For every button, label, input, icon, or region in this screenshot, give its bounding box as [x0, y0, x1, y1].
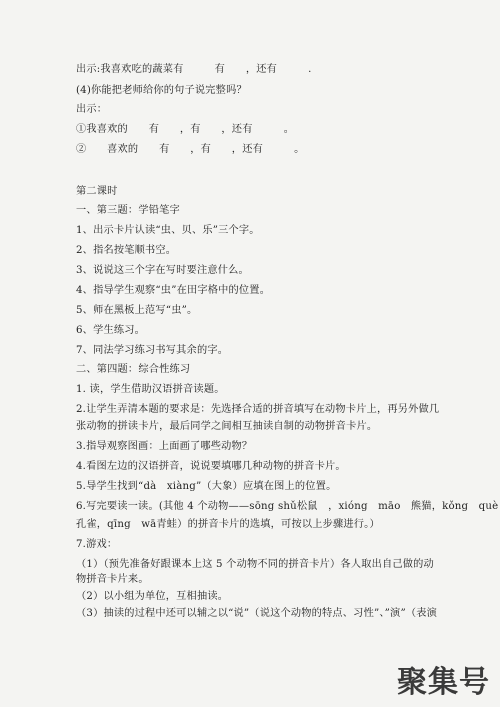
step-7-heading: 7.游戏： [76, 539, 118, 550]
list-item-7: 7、同法学习练习书写其余的字。 [76, 345, 229, 356]
game-item-1-line-2: 物拼音卡片来。 [76, 574, 149, 585]
game-item-3: （3）抽读的过程中还可以辅之以“说”（说这个动物的特点、习性”、”演”（表演 [76, 608, 438, 619]
step-4: 4.看图左边的汉语拼音，说说要填哪几种动物的拼音卡片。 [76, 461, 346, 472]
text-line-prompt-vegetables: 出示:我喜欢吃的蔬菜有 有 ，还有 . [76, 64, 312, 75]
list-item-4: 4、指导学生观察“虫”在田字格中的位置。 [76, 285, 271, 296]
game-item-2: （2）以小组为单位，互相抽读。 [76, 591, 229, 602]
text-line-show-label: 出示： [76, 104, 108, 115]
list-item-1: 1、出示卡片认读“虫、贝、乐”三个字。 [76, 225, 260, 236]
watermark-logo: 聚集号 [397, 665, 490, 700]
step-6-line-2: 孔雀，qīng wā青蛙）的拼音卡片的选填，可按以上步骤进行。） [76, 519, 380, 530]
step-3: 3.指导观察图画：上面画了哪些动物？ [76, 441, 253, 452]
list-item-5: 5、师在黑板上范写“虫”。 [76, 305, 198, 316]
game-item-1-line-1: （1）（预先准备好跟课本上这 5 个动物不同的拼音卡片）各人取出自己做的动 [76, 559, 434, 570]
list-item-6: 6、学生练习。 [76, 325, 146, 336]
step-5: 5.导学生找到“dà xiàng”（大象）应填在图上的位置。 [76, 481, 337, 492]
step-2-line-1: 2.让学生弄清本题的要求是：先选择合适的拼音填写在动物卡片上，再另外做几 [76, 404, 440, 415]
text-line-sentence-1: ①我喜欢的 有 ，有 ，还有 。 [76, 124, 295, 135]
section-heading-lesson-2: 第二课时 [76, 186, 118, 197]
text-line-sentence-2: ② 喜欢的 有 ，有 ，还有 。 [76, 144, 305, 155]
step-6-line-1: 6.写完要读一读。(其他 4 个动物——sōng shǔ松鼠 ，xióng māo 熊猫，kǒng què [76, 501, 499, 512]
text-line-question-4: (4)你能把老师给你的句子说完整吗？ [76, 85, 247, 96]
step-1: 1. 读，学生借助汉语拼音读题。 [76, 384, 225, 395]
section-heading-part-2: 二、第四题：综合性练习 [76, 364, 191, 375]
list-item-2: 2、指名按笔顺书空。 [76, 245, 177, 256]
list-item-3: 3、说说这三个字在写时要注意什么。 [76, 265, 249, 276]
section-heading-part-1: 一、第三题：学铅笔字 [76, 205, 180, 216]
step-2-line-2: 张动物的拼读卡片，最后同学之间相互抽读自制的动物拼音卡片。 [76, 421, 378, 432]
